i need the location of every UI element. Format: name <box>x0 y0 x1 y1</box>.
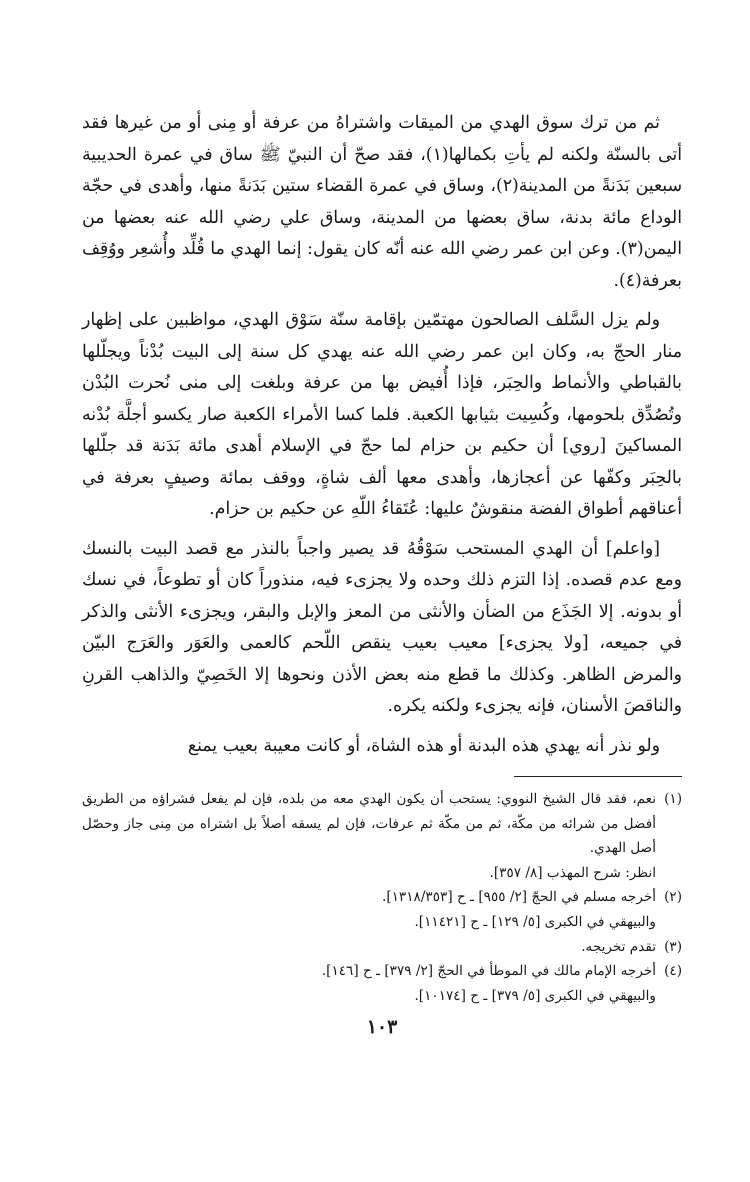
main-text <box>82 108 682 762</box>
page-number: ١٠٣ <box>366 1016 398 1039</box>
footnote-text: تقدم تخريجه. <box>581 938 656 955</box>
book-page <box>82 108 682 1038</box>
footnote-2 <box>82 885 682 910</box>
footnote-1 <box>82 787 682 861</box>
footnote-text: أخرجه الإمام مالك في الموطأ في الحجّ [٢/ ٣٧٩] ـ ح [١٤٦]. <box>321 963 656 980</box>
footnote-number: (٤) <box>664 963 682 980</box>
footnote-separator <box>514 776 682 777</box>
footnotes <box>82 787 682 1008</box>
footnote-2-reference: والبيهقي في الكبرى [٥/ ١٢٩] ـ ح [١١٤٢١]. <box>414 913 656 930</box>
footnote-text: نعم، فقد قال الشيخ النووي: يستحب أن يكون الهدي معه من بلده، فإن لم يفعل فشراؤه من الطريق أفضل من شرائه من مكّة، ثم من مكّة ثم عرفات، فإن لم يسقه أصلاً بل اشتراه من مِنى جاز وحصّل أصل الهدي. <box>82 791 656 857</box>
footnote-text: أخرجه مسلم في الحجّ [٢/ ٩٥٥] ـ ح [١٣١٨/٣٥٣]. <box>382 889 656 906</box>
paragraph-2: ولم يزل السَّلف الصالحون مهتمّين بإقامة سنّة سَوْق الهدي، مواظبين على إظهار منار الحجّ به، وكان ابن عمر رضي الله عنه يهدي كل سنة إلى البيت بُدْناً ويجلّلها بالقباطي والأنماط والحِبَر، فإذا أُفيض بها من عرفة وبلغت إلى منى نُحرت البُدْن وتُصُدِّق بلحومها، وكُسِيت بثيابها الكعبة. فلما كسا الأمراء الكعبة صار يكسو أجلَّة بُدْنه المساكينَ [روي] أن حكيم بن حزام لما حجّ في الإسلام أهدى مائة بَدَنة قد جلّلها بالحِبَر وكفّها عن أعجازها، وأهدى معها ألف شاةٍ، ووقف بمائة وصيفٍ بعرفة في أعناقهم أطواق الفضة منقوشٌ عليها: عُتَقاءُ اللّهِ عن حكيم بن حزام. <box>82 310 682 519</box>
footnote-4-reference: والبيهقي في الكبرى [٥/ ٣٧٩] ـ ح [١٠١٧٤]. <box>414 987 656 1004</box>
footnote-4 <box>82 959 682 984</box>
paragraph-1: ثم من ترك سوق الهدي من الميقات واشتراهُ من عرفة أو مِنى أو من غيرها فقد أتى بالسنّة ولكنه لم يأتِ بكمالها(١)، فقد صحّ أن النبيّ ﷺ ساق في عمرة الحديبية سبعين بَدَنةً من المدينة(٢)، وساق في عمرة القضاء ستين بَدَنةً منها، وأهدى في حجّة الوداع مائة بدنة، ساق بعضها من المدينة، وساق علي رضي الله عنه بعضها من اليمن(٣). وعن ابن عمر رضي الله عنه أنّه كان يقول: إنما الهدي ما قُلِّد وأُشعِر ووُقِف بعرفة(٤). <box>82 113 683 291</box>
footnote-number: (٢) <box>664 889 682 906</box>
footnote-3 <box>82 935 682 960</box>
paragraph-3: [واعلم] أن الهدي المستحب سَوْقُهُ قد يصير واجباً بالنذر مع قصد البيت بالنسك ومع عدم قصده. إذا التزم ذلك وحده ولا يجزىء فيه، منذوراً كان أو تطوعاً، في نسك أو بدونه. إلا الجَذَع من الضأن والأنثى من المعز والإبل والبقر، ويجزىء الأنثى والذكر في جميعه، [ولا يجزىء] معيب بعيب ينقص اللّحم كالعمى والعَوَر والعَرَج البيّن والمرض الظاهر. وكذلك ما قطع منه بعض الأذن ونحوها إلا الخَصِيّ والذاهب القرنِ والناقصَ الأسنان، فإنه يجزىء ولكنه يكره. <box>82 538 682 716</box>
footnote-number: (٣) <box>664 938 682 955</box>
footnote-1-reference: انظر: شرح المهذب [٨/ ٣٥٧]. <box>489 864 656 881</box>
footnote-number: (١) <box>664 791 682 807</box>
paragraph-4: ولو نذر أنه يهدي هذه البدنة أو هذه الشاة، أو كانت معيبة بعيب يمنع <box>187 735 660 756</box>
